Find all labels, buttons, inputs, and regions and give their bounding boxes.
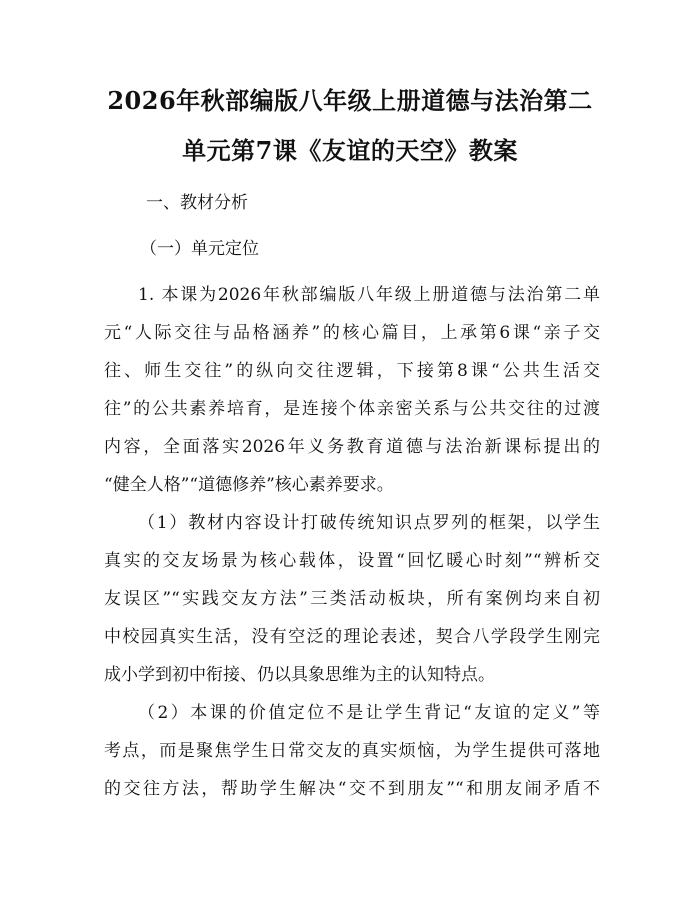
section-heading-teaching-material-analysis: 一、教材分析 [146, 193, 248, 213]
paragraph-line: （2）本课的价值定位不是让学生背记“友谊的定义”等 [138, 703, 600, 723]
paragraph-line: 成小学到初中衔接、仍以具象思维为主的认知特点。 [104, 665, 495, 685]
paragraph-line: 元“人际交往与品格涵养”的核心篇目，上承第6课“亲子交 [104, 323, 600, 343]
paragraph-line: “健全人格”“道德修养”核心素养要求。 [104, 475, 394, 495]
paragraph-line: 考点，而是聚焦学生日常交友的真实烦恼，为学生提供可落地 [104, 741, 600, 761]
paragraph-unit-positioning [104, 276, 600, 504]
document-title-line-1: 2026年秋部编版八年级上册道德与法治第二 [107, 86, 593, 115]
paragraph-line: 1. 本课为2026年秋部编版八年级上册道德与法治第二单 [138, 285, 600, 305]
paragraph-line: 的交往方法，帮助学生解决“交不到朋友”“和朋友闹矛盾不 [104, 779, 600, 799]
paragraph-line: 内容，全面落实2026年义务教育道德与法治新课标提出的 [104, 437, 600, 457]
paragraph-line: 往”的公共素养培育，是连接个体亲密关系与公共交往的过渡 [104, 399, 600, 419]
paragraph-line: 友误区”“实践交友方法”三类活动板块，所有案例均来自初 [104, 589, 600, 609]
paragraph-line: 往、师生交往”的纵向交往逻辑，下接第8课“公共生活交 [104, 361, 600, 381]
document-title-line-2: 单元第7课《友谊的天空》教案 [182, 136, 518, 165]
paragraph-content-design [104, 504, 600, 694]
paragraph-line: 中校园真实生活，没有空泛的理论表述，契合八学段学生刚完 [104, 627, 600, 647]
subsection-heading-unit-positioning: （一）单元定位 [140, 239, 259, 259]
paragraph-line: （1）教材内容设计打破传统知识点罗列的框架，以学生 [138, 513, 600, 533]
paragraph-line: 真实的交友场景为核心载体，设置“回忆暖心时刻”“辨析交 [104, 551, 600, 571]
paragraph-value-positioning [104, 694, 600, 808]
